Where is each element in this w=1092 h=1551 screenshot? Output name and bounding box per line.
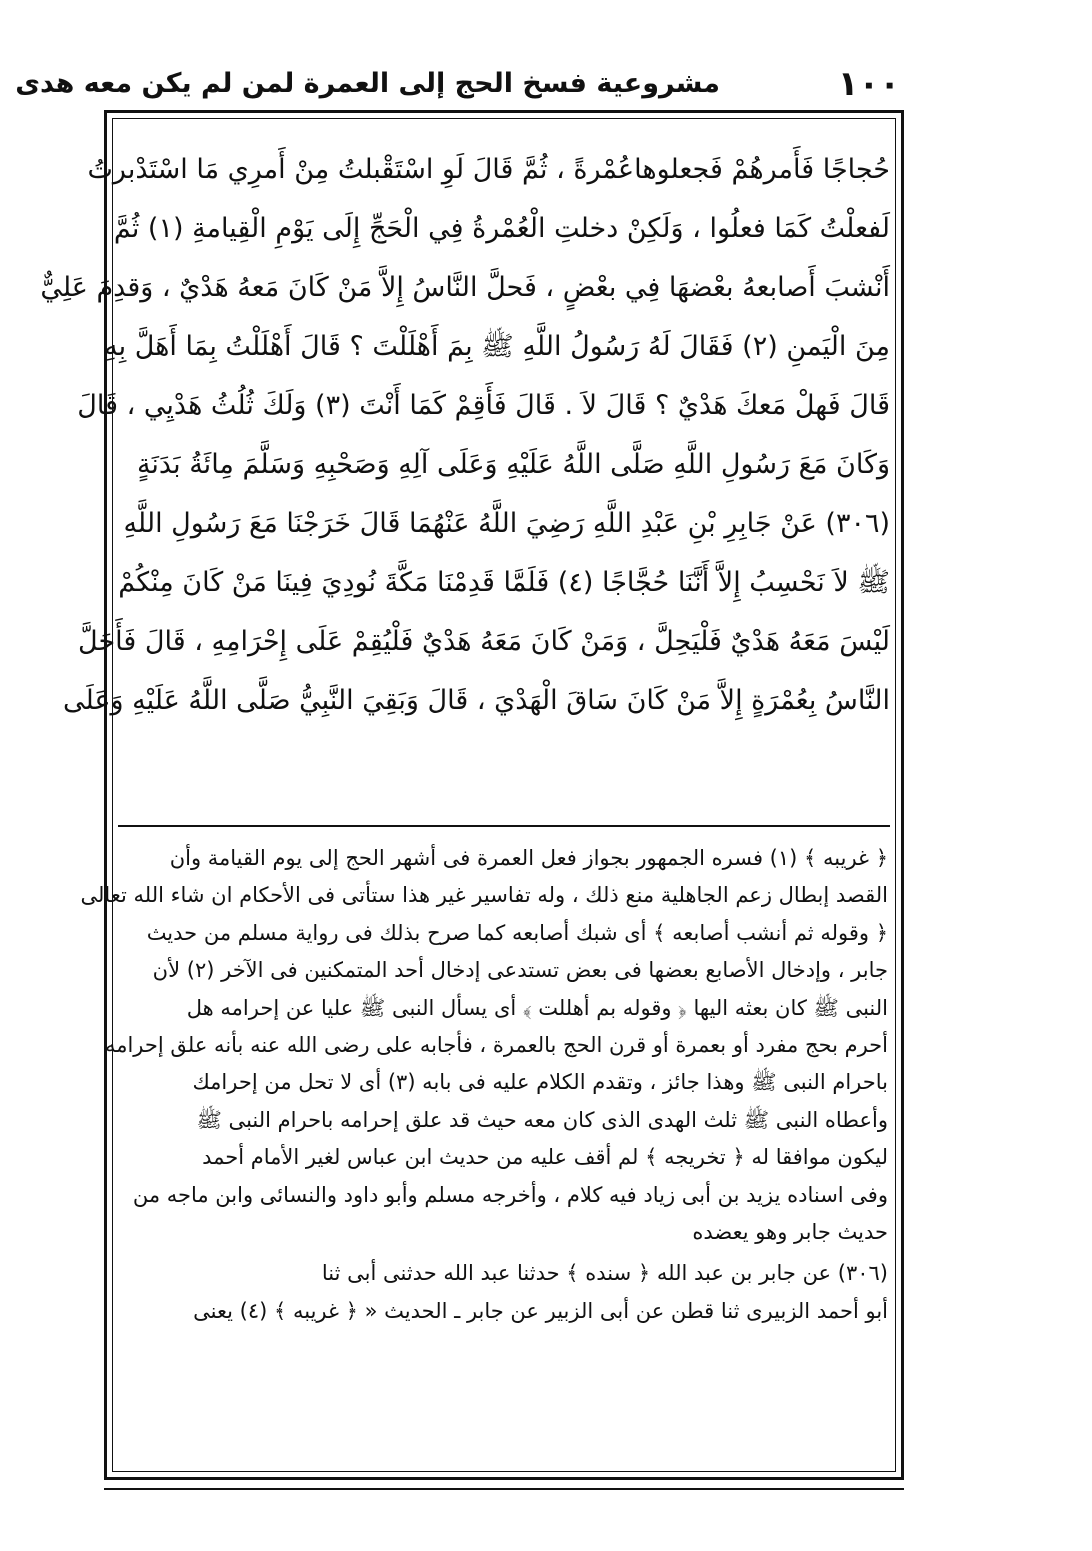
footnote-line: جابر ، وإدخال الأصابع بعضها فى بعض تستدعى إدخال أحد المتمكنين فى الآخر (٢) لأن	[152, 958, 888, 983]
main-text-line: مِنَ الْيَمنِ (٢) فَقَالَ لَهُ رَسُولُ اللَّهِ ﷺ بِمَ أَهْلَلْتَ ؟ قَالَ أَهْلَلْتُ بِمَا أَهَلَّ بِهِ	[104, 331, 890, 362]
footnote-line: (٣٠٦) عن جابر بن عبد الله ﴿ سنده ﴾ حدثنا عبد الله حدثنى أبى ثنا	[321, 1261, 888, 1286]
main-text-line: النَّاسُ بِعُمْرَةٍ إِلاَّ مَنْ كَانَ سَاقَ الْهَدْيَ ، قَالَ وَبَقِيَ النَّبِيُّ صَلَّى اللَّهُ عَلَيْهِ وَعَلَى	[63, 685, 890, 716]
footnote-line: ليكون موافقا له ﴿ تخريجه ﴾ لم أقف عليه من حديث ابن عباس لغير الأمام أحمد	[202, 1145, 888, 1170]
footnote-line: ﴿ وقوله ثم أنشب أصابعه ﴾ أى شبك أصابعه كما صرح بذلك فى رواية مسلم من حديث	[146, 920, 888, 945]
running-title: مشروعية فسخ الحج إلى العمرة لمن لم يكن معه هدى	[15, 68, 720, 99]
main-text-line: حُجاجًا فَأَمرهُمْ فَجعلوهاعُمْرةً ، ثُمَّ قَالَ لَوِ اسْتَقْبلتُ مِنْ أَمرِي مَا اسْتَدْبرتُ	[87, 154, 890, 185]
footnote-line: أبو أحمد الزبيرى ثنا قطن عن أبى الزبير عن جابر ـ الحديث « ﴿ غريبه ﴾ (٤) يعنى	[193, 1298, 888, 1323]
main-text-line: وَكَانَ مَعَ رَسُولِ اللَّهِ صَلَّى اللَّهُ عَلَيْهِ وَعَلَى آلِهِ وَصَحْبِهِ وَسَلَّمَ مِائَةُ بَدَنَةٍ	[136, 449, 890, 480]
footnote-line: أحرم بحج مفرد أو بعمرة أو قرن الحج بالعمرة ، فأجابه على رضى الله عنه بأنه علق إحرامه	[104, 1032, 888, 1057]
main-text-line: أَنْشبَ أَصابعهُ بعْضهَا فِي بعْضٍ ، فَحلَّ النَّاسُ إِلاَّ مَنْ كَانَ مَعهُ هَدْيٌ ، وَقدِمَ عَلِيٌّ	[40, 272, 890, 303]
page-number: ١٠٠	[837, 64, 900, 104]
main-text-line: قَالَ فَهلْ مَعكَ هَدْيٌ ؟ قَالَ لاَ . قَالَ فَأَقِمْ كَمَا أَنْتَ (٣) وَلَكَ ثُلُثُ هَدْيِي ، قَالَ	[77, 390, 890, 421]
bottom-rule	[104, 1488, 904, 1490]
footnote-line: القصد إبطال زعم الجاهلية منع ذلك ، وله تفاسير غير هذا ستأتى فى الأحكام ان شاء الله تعالى	[80, 883, 888, 908]
footnote-line: النبى ﷺ كان بعثه اليها ﴿ وقوله بم أهللت ﴾ أى يسأل النبى ﷺ عليا عن إحرامه هل	[186, 995, 888, 1020]
footnotes	[80, 840, 888, 1330]
footnote-line: ﴿ غريبه ﴾ (١) فسره الجمهور بجواز فعل العمرة فى أشهر الحج إلى يوم القيامة وأن	[169, 846, 888, 870]
footnote-line: حديث جابر وهو يعضده	[692, 1219, 888, 1244]
hadith-306-line: (٣٠٦) عَنْ جَابِرِ بْنِ عَبْدِ اللَّهِ رَضِيَ اللَّهُ عَنْهُمَا قَالَ خَرَجْنَا مَعَ رَسُولِ اللَّهِ	[123, 508, 890, 539]
main-text-line: لَفعلْتُ كَمَا فعلُوا ، وَلَكِنْ دخلتِ الْعُمْرةُ فِي الْحَجِّ إِلَى يَوْمِ الْقِيامةِ (١) ثُمَّ	[113, 213, 890, 244]
main-text-line: لَيْسَ مَعَهُ هَدْيٌ فَلْيَحِلَّ ، وَمَنْ كَانَ مَعَهُ هَدْيٌ فَلْيُقِمْ عَلَى إِحْرَامِهِ ، قَالَ فَأَحَلَّ	[78, 626, 890, 657]
footnote-line: وأعطاه النبى ﷺ ثلث الهدى الذى كان معه حيث قد علق إحرامه باحرام النبى ﷺ	[196, 1107, 888, 1132]
main-text-line: ﷺ لاَ نَحْسِبُ إِلاَّ أَنَّنَا حُجَّاجًا (٤) فَلَمَّا قَدِمْنَا مَكَّةَ نُودِيَ فِينَا مَنْ كَانَ مِنْكُمْ	[118, 567, 890, 598]
footnote-separator	[118, 825, 890, 827]
footnote-line: باحرام النبى ﷺ وهذا جائز ، وتقدم الكلام عليه فى بابه (٣) أى لا تحل من إحرامك	[192, 1070, 888, 1095]
main-text	[40, 140, 890, 730]
footnote-line: وفى اسناده يزيد بن أبى زياد فيه كلام ، وأخرجه مسلم وأبو داود والنسائى وابن ماجه من	[132, 1182, 888, 1207]
page-header	[15, 62, 900, 106]
